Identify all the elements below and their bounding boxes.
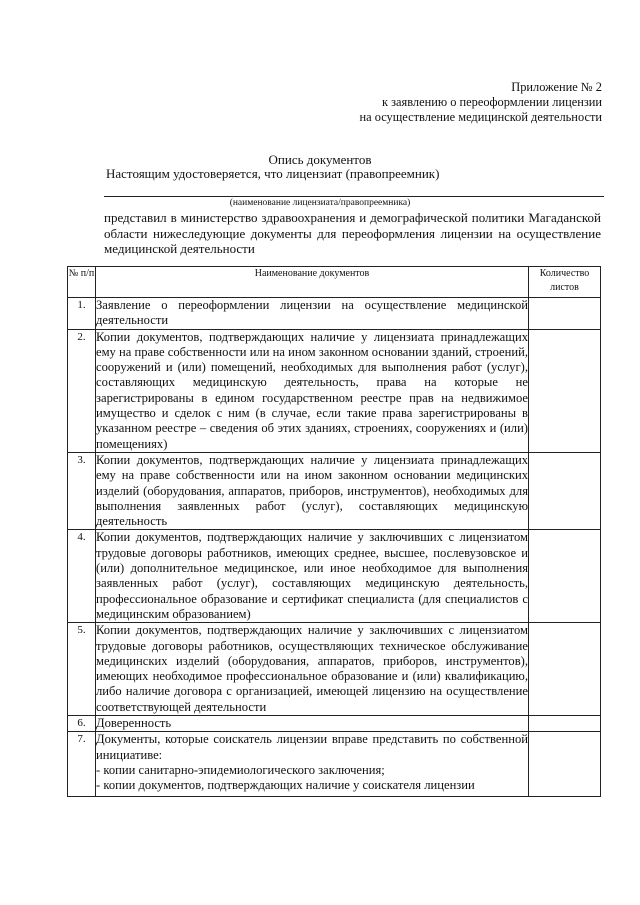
intro-paragraph: представил в министерство здравоохранения и демографической политики Магаданской области нижеследующие документы для переоформления лицензии на осуществление медицинской деятельности [104, 210, 601, 256]
row-number: 5. [68, 623, 96, 716]
table-row [68, 452, 601, 529]
table-row [68, 716, 601, 732]
header-sheet-count: Количество листов [529, 267, 601, 298]
row-number: 1. [68, 298, 96, 330]
table-row [68, 298, 601, 330]
row-number: 6. [68, 716, 96, 732]
table-header-row [68, 267, 601, 298]
row-document-name-text: Документы, которые соискатель лицензии вправе представить по собственной инициативе: - копии санитарно-эпидемиологического заключения; - копии документов, подтверждающих наличие у соискателя лицензии [96, 732, 528, 793]
row-sheet-count [529, 452, 601, 529]
row-sheet-count [529, 623, 601, 716]
table-row [68, 530, 601, 623]
table-row [68, 623, 601, 716]
row-number: 2. [68, 329, 96, 452]
row-document-name: Доверенность [96, 716, 529, 732]
row-document-name: Копии документов, подтверждающих наличие у заключивших с лицензиатом трудовые договоры работников, имеющих среднее, высшее, послевузовское и (или) дополнительное медицинское, или иное необходимое для выполнения заявленных работ (услуг), составляющих медицинскую деятельность, профессиональное образование и сертификат специалиста (для специалистов с медицинским образованием) [96, 530, 528, 621]
row-document-name [96, 732, 529, 797]
table-row [68, 329, 601, 452]
row-sheet-count [529, 732, 601, 797]
document-title: Опись документов [268, 152, 372, 167]
licensee-name-caption: (наименование лицензиата/правопреемника) [229, 198, 411, 208]
appendix-header [359, 80, 602, 125]
appendix-line-1: Приложение № 2 [511, 80, 602, 94]
documents-table [67, 266, 601, 797]
row-document-name: Копии документов, подтверждающих наличие у лицензиата принадлежащих ему на праве собственности или на ином законном основании медицинских изделий (оборудования, аппаратов, приборов, инструментов), необходимых для выполнения заявленных работ (услуг), составляющих медицинскую деятельность [96, 452, 528, 529]
row-number: 3. [68, 452, 96, 529]
row-number: 7. [68, 732, 96, 797]
row-document-name: Копии документов, подтверждающих наличие у заключивших с лицензиатом трудовые договоры работников, осуществляющих техническое обслуживание медицинских изделий (оборудования, аппаратов, приборов, инструментов), имеющих необходимое профессиональное образование и (или) квалификацию, либо наличие договора с организацией, имеющей лицензию на осуществление соответствующей деятельности [96, 623, 528, 714]
row-sheet-count [529, 329, 601, 452]
certify-text: Настоящим удостоверяется, что лицензиат (правопреемник) [106, 166, 440, 181]
appendix-line-3: на осуществление медицинской деятельности [359, 110, 602, 124]
header-number: № п/п [68, 267, 96, 298]
table-row [68, 732, 601, 797]
row-number: 4. [68, 530, 96, 623]
header-document-name: Наименование документов [96, 267, 529, 298]
row-document-name-clip [96, 732, 528, 796]
row-sheet-count [529, 716, 601, 732]
row-document-name: Копии документов, подтверждающих наличие у лицензиата принадлежащих ему на праве собственности или на ином законном основании зданий, строений, сооружений и (или) помещений, необходимых для выполнения работ (услуг), составляющих медицинскую деятельность, права на которые не зарегистрированы в едином государственном реестре прав на недвижимое имущество и сделок с ним (в случае, если такие права зарегистрированы в указанном реестре – сведения об этих зданиях, строениях, сооружениях и (или) помещениях) [96, 329, 528, 451]
row-document-name: Заявление о переоформлении лицензии на осуществление медицинской деятельности [96, 298, 528, 328]
row-sheet-count [529, 530, 601, 623]
appendix-line-2: к заявлению о переоформлении лицензии [382, 95, 602, 109]
row-sheet-count [529, 298, 601, 330]
